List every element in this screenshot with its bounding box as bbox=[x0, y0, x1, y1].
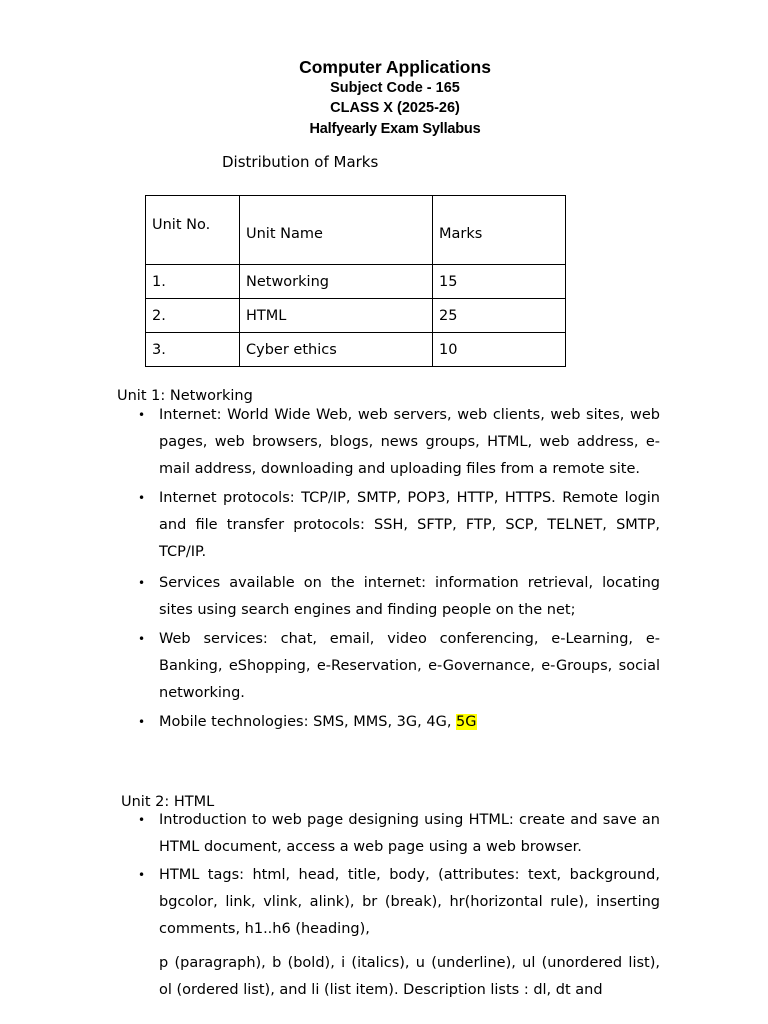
bullet-icon: • bbox=[138, 715, 146, 729]
cell-unit-no: 3. bbox=[146, 333, 240, 367]
exam-label: Halfyearly Exam Syllabus bbox=[309, 121, 481, 137]
list-item-text: Services available on the internet: information retrieval, locating sites using search engines and finding people on the net; bbox=[159, 575, 660, 618]
unit2-list bbox=[138, 807, 660, 1004]
list-item-continuation bbox=[138, 950, 660, 1004]
list-item bbox=[138, 626, 660, 707]
bullet-icon: • bbox=[138, 576, 146, 590]
list-item-text: Internet protocols: TCP/IP, SMTP, POP3, HTTP, HTTPS. Remote login and file transfer protocols: SSH, SFTP, FTP, SCP, TELNET, SMTP, TCP/IP. bbox=[159, 490, 660, 560]
list-item-text: HTML tags: html, head, title, body, (attributes: text, background, bgcolor, link, vlink, alink), br (break), hr(horizontal rule), inserting comments, h1..h6 (heading), bbox=[159, 867, 660, 937]
table-row bbox=[146, 299, 566, 333]
document-title: Computer Applications bbox=[299, 57, 491, 77]
cell-unit-name: Cyber ethics bbox=[240, 333, 433, 367]
highlighted-text: 5G bbox=[456, 714, 477, 730]
unit1-list bbox=[138, 402, 660, 736]
list-item bbox=[138, 807, 660, 861]
bullet-icon: • bbox=[138, 868, 146, 882]
class-label: CLASS X (2025-26) bbox=[330, 100, 460, 116]
table-header-row bbox=[146, 196, 566, 265]
bullet-icon: • bbox=[138, 408, 146, 422]
bullet-icon: • bbox=[138, 491, 146, 505]
cell-unit-no: 1. bbox=[146, 265, 240, 299]
cell-unit-name: HTML bbox=[240, 299, 433, 333]
marks-table bbox=[145, 195, 566, 367]
table-row bbox=[146, 333, 566, 367]
list-item bbox=[138, 862, 660, 943]
unit1-heading: Unit 1: Networking bbox=[117, 388, 253, 404]
list-item bbox=[138, 570, 660, 624]
header-cell-marks: Marks bbox=[433, 196, 566, 265]
bullet-icon: • bbox=[138, 632, 146, 646]
cell-unit-name: Networking bbox=[240, 265, 433, 299]
cell-marks: 15 bbox=[433, 265, 566, 299]
bullet-icon: • bbox=[138, 813, 146, 827]
list-item bbox=[138, 402, 660, 483]
list-item-text: Mobile technologies: SMS, MMS, 3G, 4G, bbox=[159, 714, 457, 730]
subject-code: Subject Code - 165 bbox=[330, 80, 460, 96]
cell-marks: 25 bbox=[433, 299, 566, 333]
list-item bbox=[138, 485, 660, 566]
table-row bbox=[146, 265, 566, 299]
list-item-text: Internet: World Wide Web, web servers, web clients, web sites, web pages, web browsers, blogs, news groups, HTML, web address, e-mail address, downloading and uploading files from a remote site. bbox=[159, 407, 660, 477]
cell-unit-no: 2. bbox=[146, 299, 240, 333]
list-item-text: p (paragraph), b (bold), i (italics), u (underline), ul (unordered list), ol (ordered list), and li (list item). Description lists : dl, dt and bbox=[159, 955, 660, 998]
list-item-text: Web services: chat, email, video conferencing, e-Learning, e-Banking, eShopping, e-Reservation, e-Governance, e-Groups, social networking. bbox=[159, 631, 660, 701]
header-cell-unit-no: Unit No. bbox=[146, 196, 240, 265]
header-cell-unit-name: Unit Name bbox=[240, 196, 433, 265]
list-item bbox=[138, 709, 660, 736]
unit2-heading: Unit 2: HTML bbox=[121, 794, 215, 810]
list-item-text: Introduction to web page designing using HTML: create and save an HTML document, access a web page using a web browser. bbox=[159, 812, 660, 855]
cell-marks: 10 bbox=[433, 333, 566, 367]
distribution-heading: Distribution of Marks bbox=[222, 153, 379, 171]
